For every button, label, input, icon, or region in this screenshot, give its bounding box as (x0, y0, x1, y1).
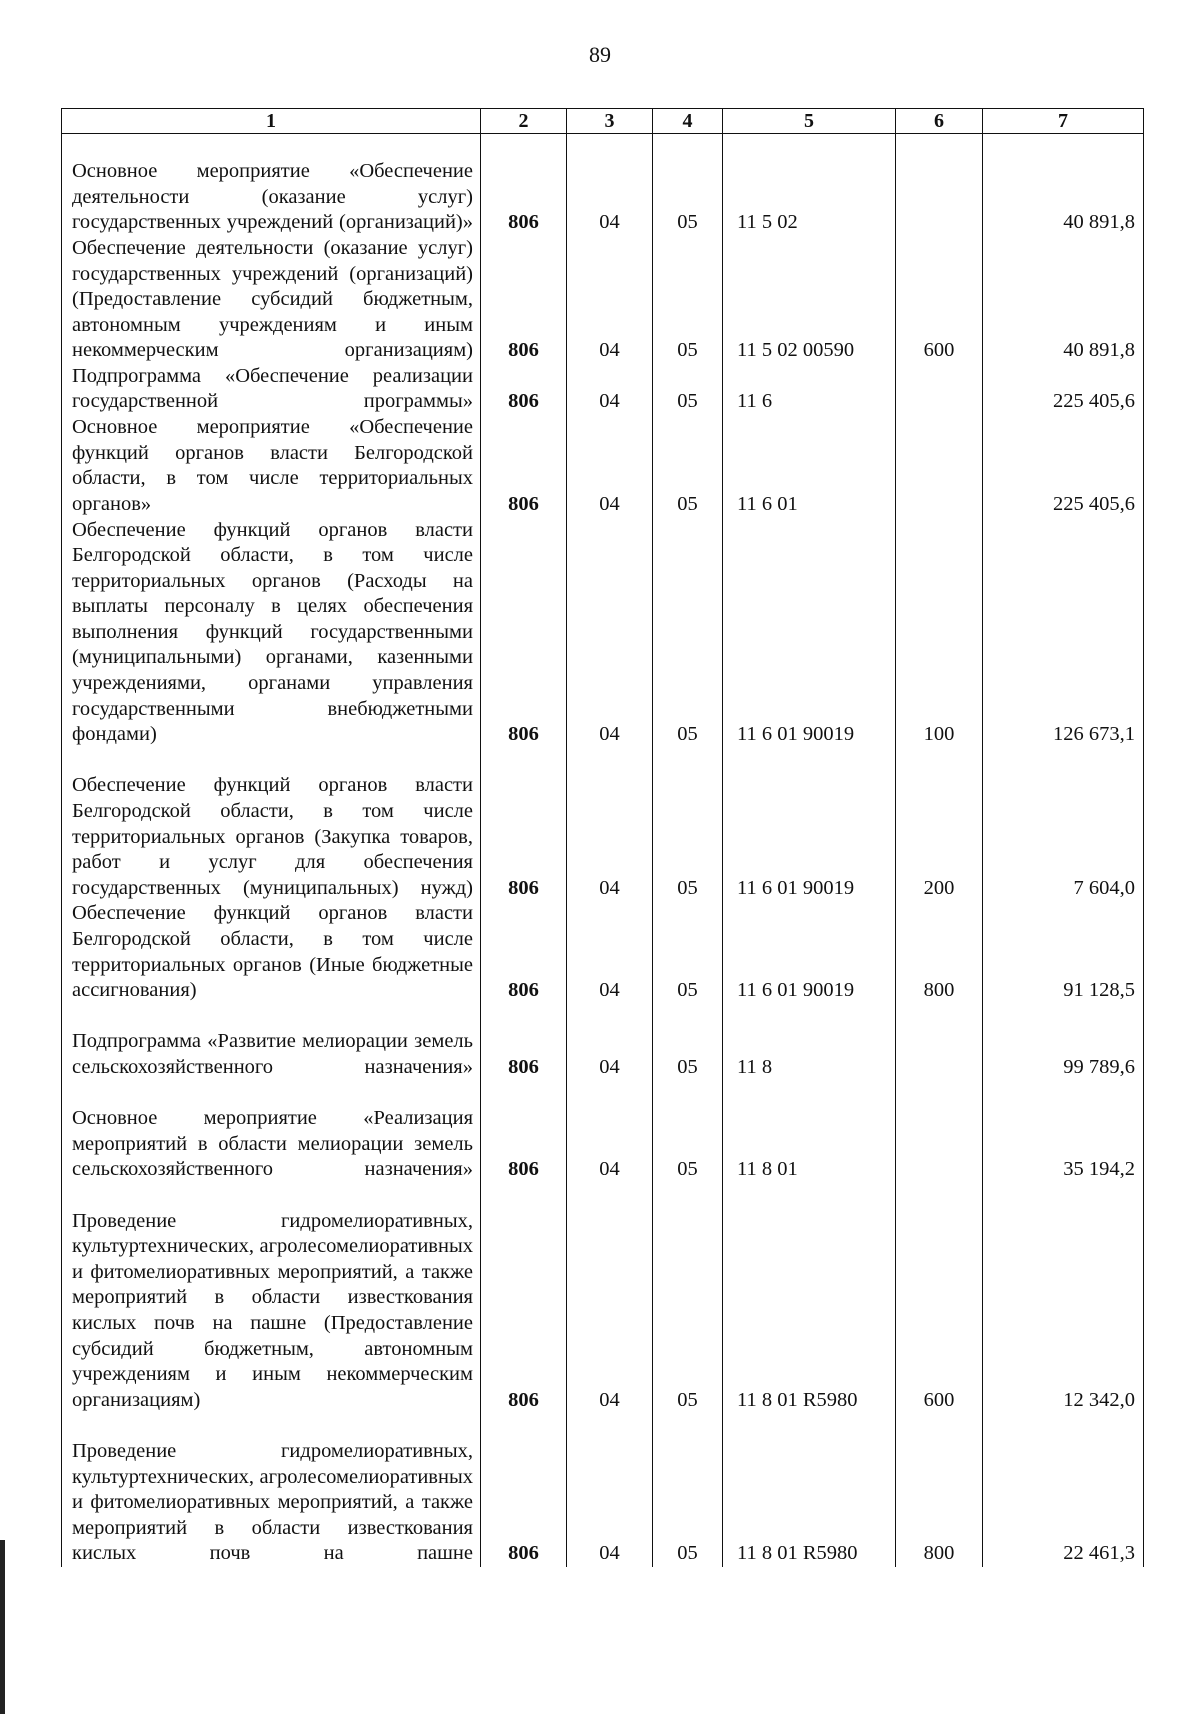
header-cell: 1 (62, 109, 481, 134)
row-description (62, 1413, 481, 1567)
row-expense-type: 600 (896, 1183, 983, 1413)
row-subsection: 05 (653, 236, 723, 364)
table-row (62, 1413, 1144, 1567)
row-subsection: 05 (653, 517, 723, 747)
header-cell: 7 (983, 109, 1144, 134)
row-kbk-chapter: 806 (481, 364, 567, 415)
row-target-article: 11 6 01 90019 (723, 901, 896, 1003)
table-row (62, 901, 1144, 1003)
row-kbk-chapter: 806 (481, 236, 567, 364)
row-target-article: 11 8 01 R5980 (723, 1413, 896, 1567)
header-cell: 2 (481, 109, 567, 134)
row-subsection: 05 (653, 1183, 723, 1413)
row-target-article: 11 6 01 90019 (723, 748, 896, 902)
row-amount: 12 342,0 (983, 1183, 1144, 1413)
row-amount: 35 194,2 (983, 1081, 1144, 1183)
row-amount: 40 891,8 (983, 236, 1144, 364)
row-subsection: 05 (653, 134, 723, 236)
row-section: 04 (567, 236, 653, 364)
row-amount: 7 604,0 (983, 748, 1144, 902)
row-subsection: 05 (653, 1413, 723, 1567)
row-description (62, 415, 481, 517)
row-description (62, 1081, 481, 1183)
row-section: 04 (567, 748, 653, 902)
table-header-row (62, 109, 1144, 134)
row-section: 04 (567, 901, 653, 1003)
row-section: 04 (567, 415, 653, 517)
row-amount: 225 405,6 (983, 364, 1144, 415)
row-amount: 99 789,6 (983, 1004, 1144, 1081)
row-kbk-chapter: 806 (481, 1081, 567, 1183)
row-expense-type: 100 (896, 517, 983, 747)
row-description-text: Обеспечение функций органов власти Белгородской области, в том числе территориальных органов (Расходы на выплаты персоналу в целях обеспечения выполнения функций государственными (муниципальными) органами, казенными учреждениями, органами управления государственными внебюджетными фондами) (72, 518, 473, 746)
table-row (62, 364, 1144, 415)
row-section: 04 (567, 1183, 653, 1413)
row-description-text: Основное мероприятие «Реализация мероприятий в области мелиорации земель сельскохозяйственного назначения» (72, 1107, 473, 1181)
row-expense-type (896, 364, 983, 415)
row-target-article: 11 8 01 (723, 1081, 896, 1183)
row-subsection: 05 (653, 748, 723, 902)
table-row (62, 415, 1144, 517)
row-target-article: 11 5 02 (723, 134, 896, 236)
row-description-text: Проведение гидромелиоративных, культуртехнических, агролесомелиоративных и фитомелиоративных мероприятий, а также мероприятий в области известкования кислых почв на пашне (Предоставление субсидий бюджетным, автономным учреждениям и иным некоммерческим организациям) (72, 1209, 473, 1411)
row-amount: 91 128,5 (983, 901, 1144, 1003)
table-row (62, 134, 1144, 236)
row-expense-type: 200 (896, 748, 983, 902)
row-kbk-chapter: 806 (481, 134, 567, 236)
page-number: 89 (589, 42, 611, 67)
row-target-article: 11 6 (723, 364, 896, 415)
row-description-text: Подпрограмма «Развитие мелиорации земель сельскохозяйственного назначения» (72, 1030, 473, 1079)
row-kbk-chapter: 806 (481, 901, 567, 1003)
row-expense-type: 800 (896, 901, 983, 1003)
row-target-article: 11 8 01 R5980 (723, 1183, 896, 1413)
row-target-article: 11 6 01 (723, 415, 896, 517)
row-description (62, 748, 481, 902)
row-kbk-chapter: 806 (481, 1183, 567, 1413)
row-subsection: 05 (653, 1081, 723, 1183)
table-row (62, 1183, 1144, 1413)
row-section: 04 (567, 517, 653, 747)
header-cell: 4 (653, 109, 723, 134)
row-description-text: Проведение гидромелиоративных, культуртехнических, агролесомелиоративных и фитомелиоративных мероприятий, а также мероприятий в области известкования кислых почв на пашне (72, 1440, 473, 1565)
row-amount: 40 891,8 (983, 134, 1144, 236)
header-cell: 6 (896, 109, 983, 134)
row-subsection: 05 (653, 364, 723, 415)
row-expense-type (896, 1081, 983, 1183)
row-description (62, 236, 481, 364)
row-amount: 22 461,3 (983, 1413, 1144, 1567)
row-target-article: 11 5 02 00590 (723, 236, 896, 364)
header-cell: 3 (567, 109, 653, 134)
row-kbk-chapter: 806 (481, 1413, 567, 1567)
scan-edge-artifact (0, 1540, 5, 1714)
row-description (62, 134, 481, 236)
row-section: 04 (567, 1004, 653, 1081)
row-section: 04 (567, 364, 653, 415)
table-row (62, 236, 1144, 364)
row-section: 04 (567, 1081, 653, 1183)
row-subsection: 05 (653, 901, 723, 1003)
row-subsection: 05 (653, 1004, 723, 1081)
table-row (62, 517, 1144, 747)
row-amount: 126 673,1 (983, 517, 1144, 747)
table-row (62, 1004, 1144, 1081)
row-subsection: 05 (653, 415, 723, 517)
row-amount: 225 405,6 (983, 415, 1144, 517)
table-row (62, 1081, 1144, 1183)
row-description-text: Обеспечение функций органов власти Белгородской области, в том числе территориальных органов (Закупка товаров, работ и услуг для обеспечения государственных (муниципальных) нужд) (72, 774, 473, 899)
row-expense-type: 600 (896, 236, 983, 364)
row-kbk-chapter: 806 (481, 517, 567, 747)
row-description (62, 1183, 481, 1413)
row-target-article: 11 8 (723, 1004, 896, 1081)
row-kbk-chapter: 806 (481, 1004, 567, 1081)
row-kbk-chapter: 806 (481, 415, 567, 517)
row-description-text: Обеспечение функций органов власти Белгородской области, в том числе территориальных органов (Иные бюджетные ассигнования) (72, 902, 473, 1002)
budget-table (61, 108, 1144, 1567)
row-description-text: Основное мероприятие «Обеспечение функций органов власти Белгородской области, в том числе территориальных органов» (72, 416, 473, 515)
row-description (62, 1004, 481, 1081)
row-description (62, 901, 481, 1003)
table-body (62, 134, 1144, 1568)
header-cell: 5 (723, 109, 896, 134)
row-expense-type: 800 (896, 1413, 983, 1567)
row-expense-type (896, 1004, 983, 1081)
row-description-text: Основное мероприятие «Обеспечение деятельности (оказание услуг) государственных учреждений (организаций)» (72, 160, 473, 234)
row-section: 04 (567, 134, 653, 236)
row-description-text: Обеспечение деятельности (оказание услуг) государственных учреждений (организаций) (Предоставление субсидий бюджетным, автономным учреждениям и иным некоммерческим организациям) (72, 236, 473, 362)
row-description (62, 364, 481, 415)
row-expense-type (896, 415, 983, 517)
row-section: 04 (567, 1413, 653, 1567)
row-kbk-chapter: 806 (481, 748, 567, 902)
row-description (62, 517, 481, 747)
table-row (62, 748, 1144, 902)
row-description-text: Подпрограмма «Обеспечение реализации государственной программы» (72, 364, 473, 413)
row-target-article: 11 6 01 90019 (723, 517, 896, 747)
row-expense-type (896, 134, 983, 236)
